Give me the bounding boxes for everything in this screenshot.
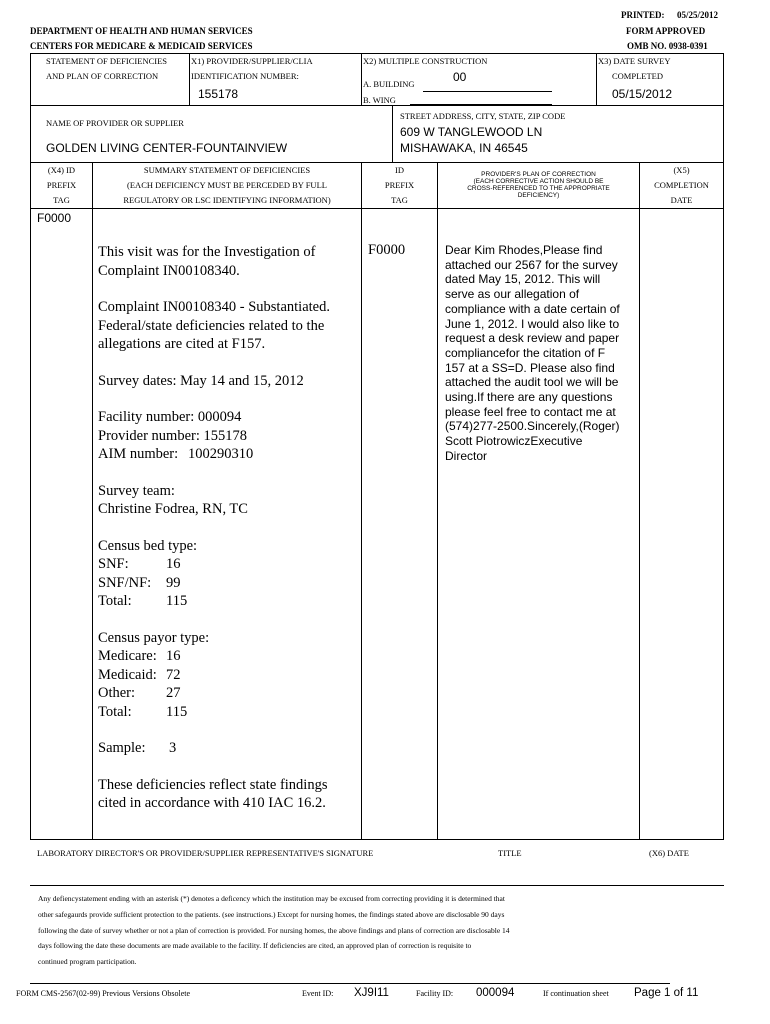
medicaid-value: 72 [166, 667, 181, 683]
id-header-2: PREFIX [384, 180, 415, 190]
sample-label: Sample: [98, 740, 146, 756]
survey-team-member: Christine Fodrea, RN, TC [98, 501, 248, 517]
date-survey-label-1: X3) DATE SURVEY [598, 56, 671, 66]
printed-date: 05/25/2012 [677, 10, 719, 20]
summary-header-1: SUMMARY STATEMENT OF DEFICIENCIES [143, 165, 311, 175]
x4-header-3: TAG [53, 195, 70, 205]
facility-id-label: Facility ID: [416, 989, 454, 998]
summary-header-3: REGULATORY OR LSC IDENTIFYING INFORMATION) [123, 195, 331, 205]
summary-line-2: Complaint IN00108340. [98, 263, 240, 279]
provider-name-label: NAME OF PROVIDER OR SUPPLIER [46, 118, 184, 128]
department-title: DEPARTMENT OF HEALTH AND HUMAN SERVICES [30, 26, 253, 36]
medicaid-label: Medicaid: [98, 667, 157, 683]
census-bed-type: Census bed type: [98, 538, 198, 554]
disclaimer-line-1: Any defiencystatement ending with an asterisk (*) denotes a deficency which the institution may be excused from correcting providing it is determined that [38, 894, 505, 903]
poc-header-1: PROVIDER'S PLAN OF CORRECTION [481, 171, 596, 178]
event-id-label: Event ID: [302, 989, 334, 998]
plan-of-correction-text: Dear Kim Rhodes,Please find attached our 2567 for the survey dated May 15, 2012. This will serve as our allegation of compliance with a date certain of June 1, 2012. I would also like to request a desk review and paper compliancefor the citation of F 157 at a SS=D. Please also find attached the audit tool we will be using.If there are any questions please feel free to contact me at (574)277-2500.Sincerely,(Roger) Scott PiotrowiczExecutive Director [445, 243, 620, 463]
x5-header-2: COMPLETION [654, 180, 709, 190]
poc-header-2: (EACH CORRECTIVE ACTION SHOULD BE [473, 178, 604, 185]
omb-number: OMB NO. 0938-0391 [627, 41, 708, 51]
multiple-construction-label: X2) MULTIPLE CONSTRUCTION [363, 56, 488, 66]
x5-header-3: DATE [670, 195, 693, 205]
aim-number-value: 100290310 [188, 446, 254, 462]
survey-team-label: Survey team: [98, 483, 175, 499]
form-approved: FORM APPROVED [626, 26, 706, 36]
summary-line-3: Complaint IN00108340 - Substantiated. [98, 299, 330, 315]
event-id-value: XJ9I11 [354, 987, 389, 999]
printed-label: PRINTED: [621, 10, 665, 20]
statement-label-2: AND PLAN OF CORRECTION [46, 71, 159, 81]
building-value: 00 [453, 70, 467, 84]
medicare-label: Medicare: [98, 648, 157, 664]
x5-header-1: (X5) [673, 165, 690, 175]
cms-title: CENTERS FOR MEDICARE & MEDICAID SERVICES [30, 41, 253, 51]
continuation-label: If continuation sheet [543, 989, 609, 998]
x4-header-1: (X4) ID [47, 165, 76, 175]
snfnf-value: 99 [166, 575, 181, 591]
date-survey-value: 05/15/2012 [612, 87, 673, 101]
other-label: Other: [98, 685, 136, 701]
bed-total-label: Total: [98, 593, 132, 609]
payor-total-value: 115 [166, 704, 188, 720]
wing-label: B. WING [363, 95, 396, 105]
snf-value: 16 [166, 556, 181, 572]
id-header-3: TAG [391, 195, 408, 205]
disclaimer-line-2: other safegaurds provide sufficient protection to the patients. (see instructions.) Except for nursing homes, the findings stated above are disclosable 90 days [38, 910, 505, 919]
disclaimer-line-4: days following the date these documents are made available to the facility. If deficiencies are cited, an approved plan of correction is requisite to [38, 941, 472, 950]
address-label: STREET ADDRESS, CITY, STATE, ZIP CODE [400, 111, 566, 121]
snfnf-label: SNF/NF: [98, 575, 152, 591]
summary-line-4: Federal/state deficiencies related to the [98, 318, 325, 334]
x4-header-2: PREFIX [46, 180, 77, 190]
summary-line-14: These deficiencies reflect state findings [98, 777, 328, 793]
medicare-value: 16 [166, 648, 181, 664]
poc-header-3: CROSS-REFERENCED TO THE APPROPRIATE [467, 185, 610, 192]
signature-label: LABORATORY DIRECTOR'S OR PROVIDER/SUPPLIER REPRESENTATIVE'S SIGNATURE [37, 848, 374, 858]
aim-number-label: AIM number: [98, 446, 179, 462]
building-label: A. BUILDING [363, 79, 415, 89]
snf-label: SNF: [98, 556, 129, 572]
summary-line-15: cited in accordance with 410 IAC 16.2. [98, 795, 326, 811]
provider-number: Provider number: 155178 [98, 428, 248, 444]
facility-number: Facility number: 000094 [98, 409, 242, 425]
provider-id-value: 155178 [198, 87, 239, 101]
survey-dates: Survey dates: May 14 and 15, 2012 [98, 373, 304, 389]
other-value: 27 [166, 685, 181, 701]
id-header-1: ID [395, 165, 404, 175]
summary-header-2: (EACH DEFICIENCY MUST BE PERCEDED BY FULL [127, 180, 327, 190]
provider-name-value: GOLDEN LIVING CENTER-FOUNTAINVIEW [46, 141, 288, 155]
poc-header-4: DEFICIENCY) [517, 192, 560, 199]
payor-total-label: Total: [98, 704, 132, 720]
census-payor-type: Census payor type: [98, 630, 210, 646]
title-label: TITLE [498, 848, 522, 858]
form-number: FORM CMS-2567(02-99) Previous Versions Obsolete [16, 989, 191, 998]
disclaimer-line-3: following the date of survey whether or not a plan of correction is provided. For nursing homes, the above findings and plans of correction are disclosable 14 [38, 926, 510, 935]
statement-label-1: STATEMENT OF DEFICIENCIES [46, 56, 168, 66]
sample-value: 3 [169, 740, 177, 756]
summary-line-1: This visit was for the Investigation of [98, 244, 316, 260]
right-tag: F0000 [368, 242, 406, 258]
date-label: (X6) DATE [649, 848, 689, 858]
address-line-1: 609 W TANGLEWOOD LN [400, 125, 543, 139]
facility-id-value: 000094 [476, 987, 515, 999]
date-survey-label-2: COMPLETED [612, 71, 663, 81]
disclaimer-line-5: continued program participation. [38, 957, 137, 966]
summary-line-5: allegations are cited at F157. [98, 336, 266, 352]
left-tag: F0000 [37, 211, 72, 225]
page-number: Page 1 of 11 [634, 987, 699, 999]
address-line-2: MISHAWAKA, IN 46545 [400, 141, 528, 155]
provider-id-label-1: X1) PROVIDER/SUPPLIER/CLIA [191, 56, 313, 66]
bed-total-value: 115 [166, 593, 188, 609]
provider-id-label-2: IDENTIFICATION NUMBER: [191, 71, 299, 81]
